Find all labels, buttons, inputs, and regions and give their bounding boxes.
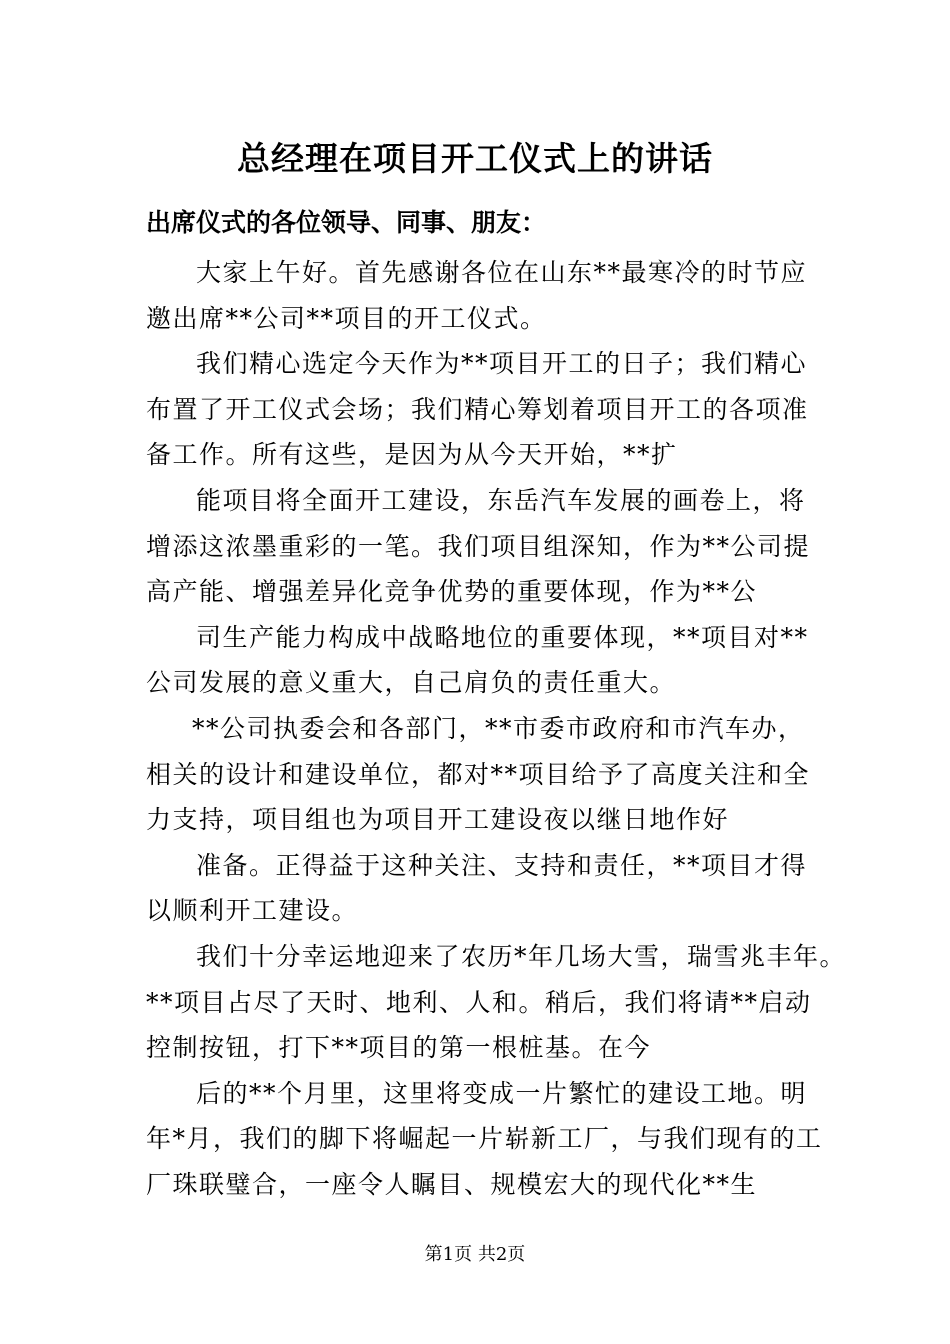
text-line: 增添这浓墨重彩的一笔。我们项目组深知，作为**公司提 (146, 531, 811, 561)
text-line: 年*月，我们的脚下将崛起一片崭新工厂，与我们现有的工 (146, 1124, 823, 1154)
page-footer: 第1页 共2页 (424, 1244, 526, 1265)
text-line: **公司执委会和各部门，**市委市政府和市汽车办， (192, 713, 805, 743)
text-line: 能项目将全面开工建设，东岳汽车发展的画卷上，将 (196, 485, 806, 515)
text-line: 控制按钮，打下**项目的第一根桩基。在今 (146, 1033, 652, 1063)
text-line: 公司发展的意义重大，自己肩负的责任重大。 (146, 668, 677, 698)
text-line: 司生产能力构成中战略地位的重要体现，**项目对** (196, 622, 809, 652)
text-line: 布置了开工仪式会场；我们精心筹划着项目开工的各项准 (146, 394, 809, 424)
document-title: 总经理在项目开工仪式上的讲话 (237, 139, 713, 178)
text-line: **项目占尽了天时、地利、人和。稍后，我们将请**启动 (146, 987, 812, 1017)
text-line: 力支持，项目组也为项目开工建设夜以继日地作好 (146, 805, 730, 835)
text-line: 大家上午好。首先感谢各位在山东**最寒冷的时节应 (196, 258, 808, 287)
text-line: 我们十分幸运地迎来了农历*年几场大雪，瑞雪兆丰年。 (196, 941, 847, 971)
text-line: 准备。正得益于这种关注、支持和责任，**项目才得 (196, 850, 808, 880)
text-line: 厂珠联璧合，一座令人瞩目、规模宏大的现代化**生 (146, 1169, 758, 1199)
document-body (146, 250, 847, 1207)
text-line: 后的**个月里，这里将变成一片繁忙的建设工地。明 (196, 1078, 808, 1108)
salutation: 出席仪式的各位领导、同事、朋友： (146, 208, 547, 237)
text-line: 高产能、增强差异化竞争优势的重要体现，作为**公 (146, 577, 758, 607)
text-line: 邀出席**公司**项目的开工仪式。 (146, 303, 547, 333)
text-line: 以顺利开工建设。 (146, 896, 359, 926)
text-line: 相关的设计和建设单位，都对**项目给予了高度关注和全 (146, 759, 811, 789)
text-line: 备工作。所有这些，是因为从今天开始，**扩 (146, 440, 678, 470)
text-line: 我们精心选定今天作为**项目开工的日子；我们精心 (196, 349, 808, 379)
